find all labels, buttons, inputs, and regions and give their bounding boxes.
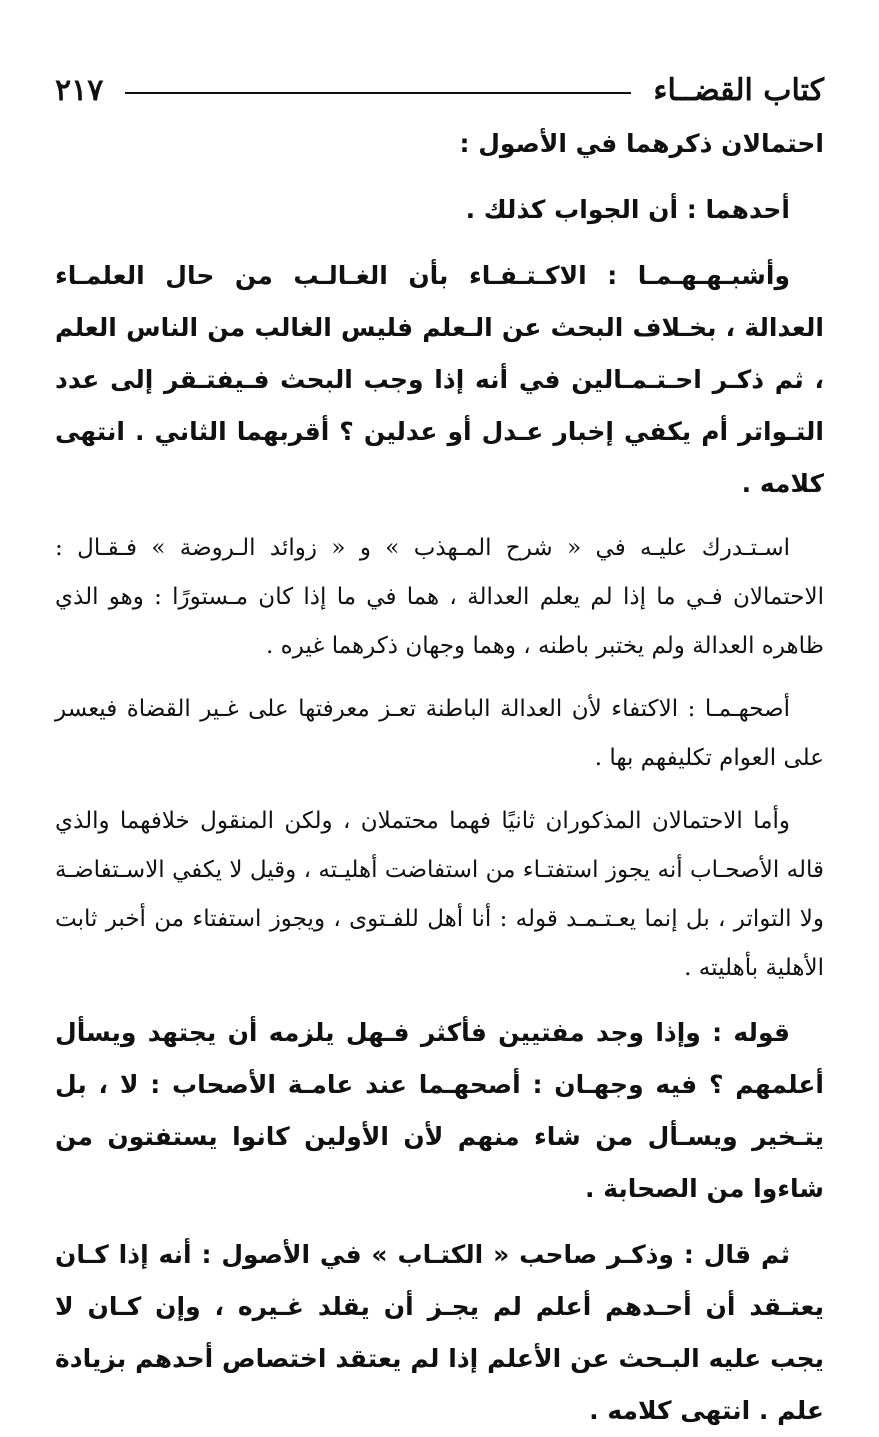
paragraph-6: وأما الاحتمالان المذكوران ثانيًا فهما محتملان ، ولكن المنقول خلافهما والذي قاله الأصحـاب أنه يجوز استفتـاء من استفاضت أهليـته ، وقيل لا يكفي الاسـتفاضـة ولا التواتر ، بل إنما يعـتـمـد قوله : أنا أهل للفـتوى ، ويجوز استفتاء من أخبر ثابت الأهلية بأهليته . bbox=[55, 808, 824, 981]
paragraph-2: أحدهما : أن الجواب كذلك . bbox=[465, 195, 790, 224]
page-header bbox=[55, 68, 824, 112]
paragraph-8: ثم قال : وذكـر صاحب « الكتـاب » في الأصول : أنه إذا كـان يعتـقد أن أحـدهم أعلم لم يجـز أن يقلد غـيره ، وإن كـان لا يجب عليه البـحث عن الأعلم إذا لم يعتقد اختصاص أحدهم بزيادة علم . انتهى كلامه . bbox=[55, 1240, 824, 1425]
paragraph-1: احتمالان ذكرهما في الأصول : bbox=[459, 129, 824, 158]
paragraph-5: أصحهـمـا : الاكتفاء لأن العدالة الباطنة تعـز معرفتها على غـير القضاة فيعسر على العوام تكليفهم بها . bbox=[55, 696, 824, 771]
paragraph-7: قوله : وإذا وجد مفتيين فأكثر فـهل يلزمه أن يجتهد ويسأل أعلمهم ؟ فيه وجهـان : أصحهـما عند عامـة الأصحاب : لا ، بل يتـخير ويسـأل من شاء منهم لأن الأولين كانوا يستفتون من شاءوا من الصحابة . bbox=[55, 1018, 824, 1203]
paragraph-3: وأشبـهـهـمـا : الاكـتـفـاء بأن الغـالـب من حال العلمـاء العدالة ، بخـلاف البحث عن الـعلم فليس الغالب من الناس العلم ، ثم ذكـر احـتـمـالين في أنه إذا وجب البحث فـيفتـقر إلى عدد التـواتر أم يكفي إخبار عـدل أو عدلين ؟ أقربهما الثاني . انتهى كلامه . bbox=[55, 261, 824, 498]
paragraph-4: اسـتـدرك عليـه في « شرح المـهذب » و « زوائد الـروضة » فـقـال : الاحتمالان فـي ما إذا لم يعلم العدالة ، هما في ما إذا كان مـستورًا : وهو الذي ظاهره العدالة ولم يختبر باطنه ، وهما وجهان ذكرهما غيره . bbox=[55, 535, 824, 659]
header-rule bbox=[125, 92, 631, 94]
running-title: كتاب القضــاء bbox=[653, 72, 824, 108]
page-number: ٢١٧ bbox=[55, 72, 104, 108]
